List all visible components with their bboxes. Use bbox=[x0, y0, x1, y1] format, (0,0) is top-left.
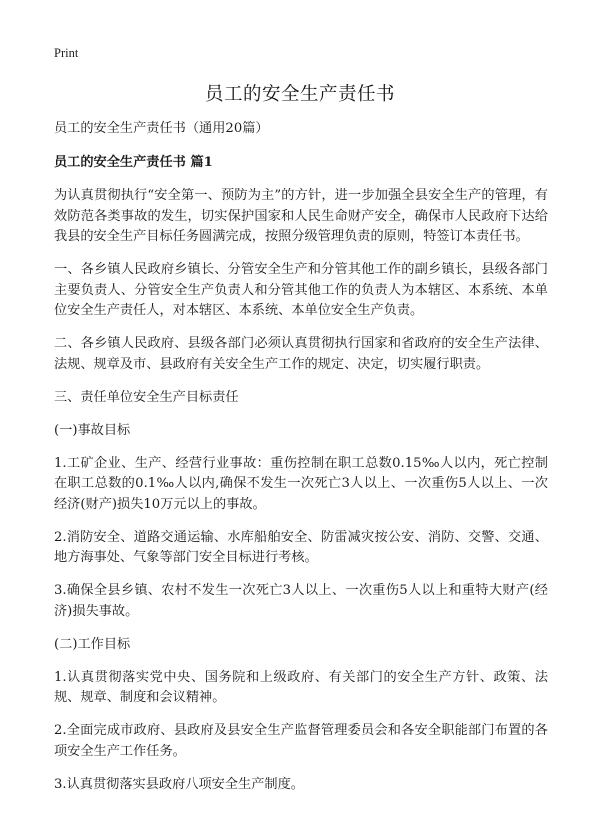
paragraph-item-3-heading: 三、责任单位安全生产目标责任 bbox=[54, 389, 239, 405]
document-subtitle: 员工的安全生产责任书（通用20篇） bbox=[54, 121, 269, 136]
paragraph-work-goals-heading: (二)工作目标 bbox=[54, 636, 131, 652]
paragraph-accident-goal-1: 1.工矿企业、生产、经营行业事故：重伤控制在职工总数0.15‰人以内，死亡控制在职工总数的0.1‰人以内,确保不发生一次死亡3人以上、一次重伤5人以上、一次经济(财产)损失10万元以上的事故。 bbox=[54, 455, 548, 512]
document-title: 员工的安全生产责任书 bbox=[204, 84, 395, 105]
paragraph-work-goal-2: 2.全面完成市政府、县政府及县安全生产监督管理委员会和各安全职能部门布置的各项安全生产工作任务。 bbox=[54, 723, 548, 759]
paragraph-item-2: 二、各乡镇人民政府、县级各部门必须认真贯彻执行国家和省政府的安全生产法律、法规、规章及市、县政府有关安全生产工作的规定、决定，切实履行职责。 bbox=[54, 336, 548, 372]
paragraph-intro: 为认真贯彻执行“安全第一、预防为主”的方针，进一步加强全县安全生产的管理，有效防范各类事故的发生，切实保护国家和人民生命财产安全，确保市人民政府下达给我县的安全生产目标任务圆满完成，按照分级管理负责的原则，特签订本责任书。 bbox=[54, 188, 548, 244]
document-body bbox=[54, 119, 548, 808]
section-heading: 员工的安全生产责任书 篇1 bbox=[54, 154, 213, 170]
print-link[interactable]: Print bbox=[54, 46, 79, 60]
paragraph-accident-goal-3: 3.确保全县乡镇、农村不发生一次死亡3人以上、一次重伤5人以上和重特大财产(经济)损失事故。 bbox=[54, 583, 548, 619]
paragraph-work-goal-3: 3.认真贯彻落实县政府八项安全生产制度。 bbox=[54, 776, 304, 792]
paragraph-accident-goal-2: 2.消防安全、道路交通运输、水库船舶安全、防雷减灾按公安、消防、交警、交通、地方海事处、气象等部门安全目标进行考核。 bbox=[54, 529, 548, 565]
paragraph-item-1: 一、各乡镇人民政府乡镇长、分管安全生产和分管其他工作的副乡镇长，县级各部门主要负责人、分管安全生产负责人和分管其他工作的负责人为本辖区、本系统、本单位安全生产责任人，对本辖区、本系统、本单位安全生产负责。 bbox=[54, 262, 548, 318]
paragraph-accident-goals-heading: (一)事故目标 bbox=[54, 422, 131, 438]
paragraph-work-goal-1: 1.认真贯彻落实党中央、国务院和上级政府、有关部门的安全生产方针、政策、法规、规章、制度和会议精神。 bbox=[54, 669, 548, 705]
